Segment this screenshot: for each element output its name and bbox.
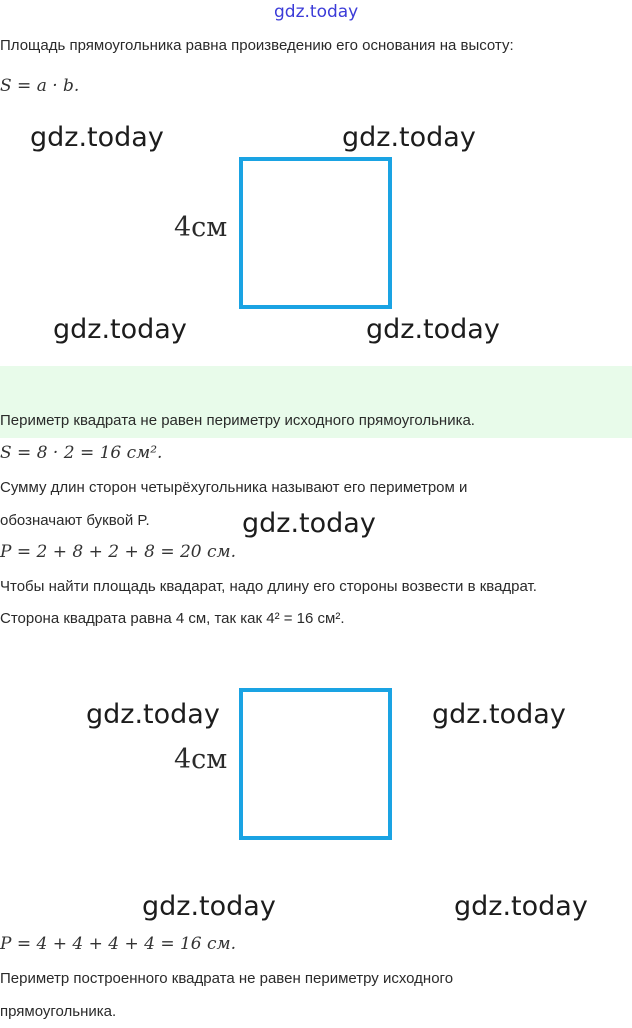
watermark: gdz.today	[30, 122, 164, 153]
side-length-label: 4см	[174, 212, 228, 243]
side-length-label: 4см	[174, 744, 228, 775]
formula-area: S = a · b.	[0, 76, 80, 96]
square-figure	[239, 157, 392, 309]
text-line-conclusion: Периметр построенного квадрата не равен периметру исходного	[0, 970, 454, 987]
text-line-square-area-rule: Чтобы найти площадь квадарат, надо длину его стороны возвести в квадрат.	[0, 578, 537, 595]
square-figure	[239, 688, 392, 840]
text-line-square-side: Сторона квадрата равна 4 см, так как 4² = 16 см².	[0, 610, 345, 627]
watermark: gdz.today	[242, 508, 376, 539]
text-line-perimeter-note: Периметр квадрата не равен периметру исходного прямоугольника.	[0, 412, 475, 429]
watermark: gdz.today	[366, 314, 500, 345]
watermark: gdz.today	[86, 699, 220, 730]
watermark: gdz.today	[454, 891, 588, 922]
site-logo[interactable]: gdz.today	[274, 2, 359, 22]
text-line-conclusion-end: прямоугольника.	[0, 1003, 117, 1020]
text-line-perimeter-def: Сумму длин сторон четырёхугольника называют его периметром и	[0, 479, 468, 496]
watermark: gdz.today	[432, 699, 566, 730]
watermark: gdz.today	[342, 122, 476, 153]
watermark: gdz.today	[142, 891, 276, 922]
watermark: gdz.today	[53, 314, 187, 345]
formula-square-area: S = 8 · 2 = 16 см².	[0, 443, 163, 463]
text-line-perimeter-symbol: обозначают буквой P.	[0, 512, 150, 529]
formula-square-perimeter: P = 4 + 4 + 4 + 4 = 16 см.	[0, 934, 237, 954]
text-line-area-rule: Площадь прямоугольника равна произведению его основания на высоту:	[0, 37, 514, 54]
formula-rect-perimeter: P = 2 + 8 + 2 + 8 = 20 см.	[0, 542, 237, 562]
